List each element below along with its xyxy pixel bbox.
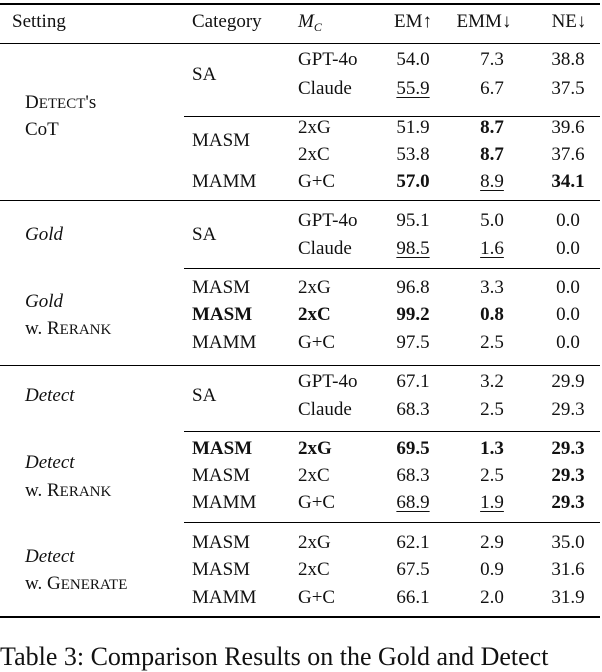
ne-cell: 0.0 [556,210,580,231]
em-cell: 98.5 [396,238,430,259]
setting-label: Detect [25,385,75,406]
mc-cell: 2xC [298,304,331,325]
ne-cell: 0.0 [556,332,580,353]
mc-cell: 2xG [298,117,331,138]
emm-cell: 1.9 [480,492,504,513]
em-cell: 68.9 [396,492,430,513]
category-cell: MASM [192,465,251,486]
emm-cell: 0.8 [480,304,504,325]
partial-rule [184,431,600,432]
em-cell: 96.8 [396,277,430,298]
mc-cell: G+C [298,587,336,608]
category-cell: MAMM [192,492,257,513]
mc-cell: GPT-4o [298,210,358,231]
emm-cell: 2.5 [480,332,504,353]
category-cell: MAMM [192,171,257,192]
ne-cell: 29.3 [551,492,585,513]
ne-cell: 29.3 [551,438,585,459]
em-cell: 62.1 [396,532,430,553]
ne-cell: 34.1 [551,171,585,192]
ne-cell: 35.0 [551,532,585,553]
setting-label: w. RERANK [25,318,112,339]
top-rule [0,3,600,5]
partial-rule [184,116,600,117]
ne-cell: 0.0 [556,238,580,259]
mc-cell: Claude [298,238,352,259]
header-category: Category [192,11,262,32]
setting-label: Gold [25,291,63,312]
category-cell: MASM [192,304,253,325]
emm-cell: 1.3 [480,438,504,459]
ne-cell: 0.0 [556,304,580,325]
category-cell: MAMM [192,587,257,608]
mc-cell: 2xG [298,277,331,298]
header-setting: Setting [12,11,66,32]
emm-cell: 8.9 [480,171,504,192]
emm-cell: 5.0 [480,210,504,231]
emm-cell: 2.5 [480,399,504,420]
ne-cell: 31.9 [551,587,585,608]
em-cell: 95.1 [396,210,430,231]
mc-cell: GPT-4o [298,49,358,70]
header-mc-main: M [298,11,314,32]
emm-cell: 8.7 [480,117,504,138]
em-cell: 99.2 [396,304,430,325]
ne-cell: 39.6 [551,117,585,138]
mc-cell: G+C [298,492,336,513]
em-cell: 54.0 [396,49,430,70]
setting-label: Detect [25,452,75,473]
partial-rule [184,268,600,269]
mc-cell: 2xC [298,465,330,486]
mc-cell: Claude [298,78,352,99]
emm-cell: 1.6 [480,238,504,259]
emm-cell: 2.9 [480,532,504,553]
em-cell: 67.5 [396,559,430,580]
setting-label: w. GENERATE [25,573,128,594]
bottom-rule [0,616,600,618]
header-mc [298,10,322,35]
em-cell: 67.1 [396,371,430,392]
emm-cell: 6.7 [480,78,504,99]
ne-cell: 37.6 [551,144,585,165]
header-emm: EMM↓ [456,11,512,32]
emm-cell: 2.0 [480,587,504,608]
mc-cell: 2xG [298,532,331,553]
ne-cell: 31.6 [551,559,585,580]
em-cell: 55.9 [396,78,430,99]
setting-label: Gold [25,224,63,245]
em-cell: 53.8 [396,144,430,165]
category-cell: SA [192,385,217,406]
ne-cell: 29.3 [551,465,585,486]
mc-cell: 2xG [298,438,332,459]
category-cell: MAMM [192,332,257,353]
emm-cell: 0.9 [480,559,504,580]
em-cell: 51.9 [396,117,430,138]
mc-cell: GPT-4o [298,371,358,392]
category-cell: MASM [192,277,251,298]
setting-label: CoT [25,119,59,140]
em-cell: 66.1 [396,587,430,608]
mc-cell: 2xC [298,559,330,580]
table-caption: Table 3: Comparison Results on the Gold and Detect [0,642,549,671]
category-cell: MASM [192,532,251,553]
emm-cell: 3.3 [480,277,504,298]
category-cell: MASM [192,130,251,151]
ne-cell: 0.0 [556,277,580,298]
category-cell: MASM [192,559,251,580]
em-cell: 68.3 [396,465,430,486]
category-cell: SA [192,224,217,245]
setting-label: DETECT's [25,92,97,113]
header-mc-sub: C [313,20,322,34]
header-ne: NE↓ [551,11,587,32]
emm-cell: 7.3 [480,49,504,70]
header-em: EM↑ [394,11,432,32]
mc-cell: G+C [298,332,336,353]
mc-cell: Claude [298,399,352,420]
em-cell: 57.0 [396,171,430,192]
emm-cell: 2.5 [480,465,504,486]
section-rule-2 [0,365,600,366]
em-cell: 97.5 [396,332,430,353]
emm-cell: 8.7 [480,144,504,165]
category-cell: SA [192,64,217,85]
ne-cell: 29.9 [551,371,585,392]
setting-label: Detect [25,546,75,567]
emm-cell: 3.2 [480,371,504,392]
partial-rule [184,522,600,523]
em-cell: 68.3 [396,399,430,420]
ne-cell: 37.5 [551,78,585,99]
ne-cell: 38.8 [551,49,585,70]
category-cell: MASM [192,438,253,459]
setting-label: w. RERANK [25,480,112,501]
mc-cell: G+C [298,171,336,192]
mc-cell: 2xC [298,144,330,165]
header-rule [0,43,600,44]
em-cell: 69.5 [396,438,430,459]
ne-cell: 29.3 [551,399,585,420]
section-rule-1 [0,200,600,201]
